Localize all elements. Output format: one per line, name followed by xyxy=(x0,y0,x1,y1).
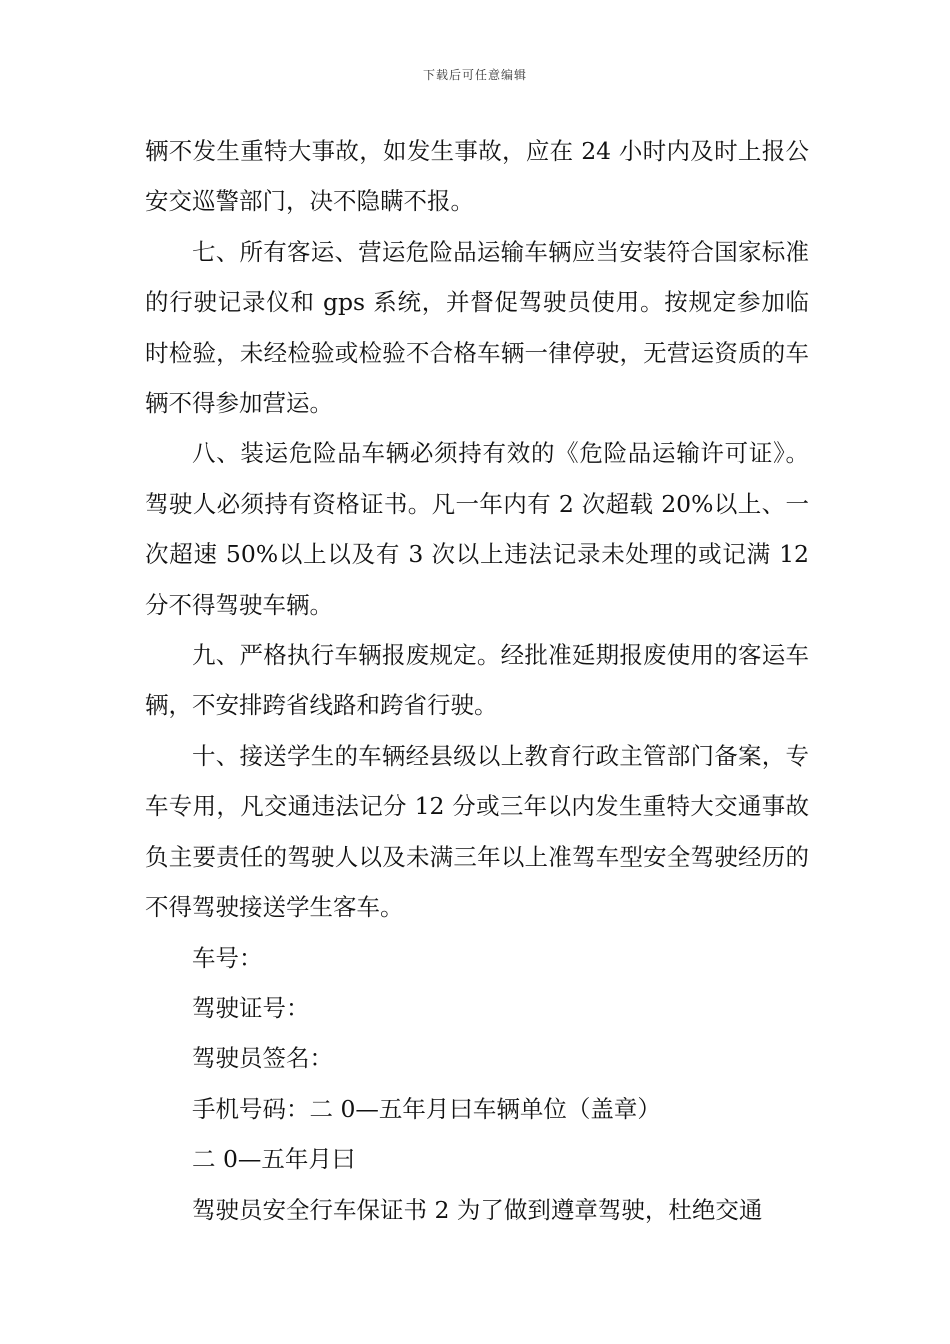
document-body xyxy=(145,126,809,1235)
paragraph-next-document: 驾驶员安全行车保证书 2 为了做到遵章驾驶，杜绝交通 xyxy=(192,1195,763,1224)
paragraph-clause-10: 十、接送学生的车辆经县级以上教育行政主管部门备案，专车专用，凡交通违法记分 12 分或三年以内发生重特大交通事故负主要责任的驾驶人以及未满三年以上准驾车型安全驾驶经历的不得驾驶接送学生客车。 xyxy=(145,741,809,922)
paragraph-clause-9: 九、严格执行车辆报废规定。经批准延期报废使用的客运车辆，不安排跨省线路和跨省行驶。 xyxy=(145,641,809,720)
paragraph-clause-8: 八、装运危险品车辆必须持有效的《危险品运输许可证》。驾驶人必须持有资格证书。凡一年内有 2 次超载 20%以上、一次超速 50%以上以及有 3 次以上违法记录未处理的或记满 12 分不得驾驶车辆。 xyxy=(145,439,809,619)
field-driver-signature: 驾驶员签名： xyxy=(192,1044,333,1073)
page-header: 下载后可任意编辑 xyxy=(422,68,527,82)
field-date: 二 0—五年月曰 xyxy=(192,1145,356,1174)
paragraph-clause-7: 七、所有客运、营运危险品运输车辆应当安装符合国家标准的行驶记录仪和 gps 系统，并督促驾驶员使用。按规定参加临时检验，未经检验或检验不合格车辆一律停驶，无营运资质的车辆不得参加营运。 xyxy=(145,237,809,418)
paragraph-continuation: 辆不发生重特大事故，如发生事故，应在 24 小时内及时上报公安交巡警部门，决不隐瞒不报。 xyxy=(145,137,809,216)
field-license-number: 驾驶证号： xyxy=(192,993,310,1022)
field-phone-and-unit: 手机号码：二 0—五年月曰车辆单位（盖章） xyxy=(192,1094,661,1123)
field-vehicle-number: 车号： xyxy=(192,943,263,972)
